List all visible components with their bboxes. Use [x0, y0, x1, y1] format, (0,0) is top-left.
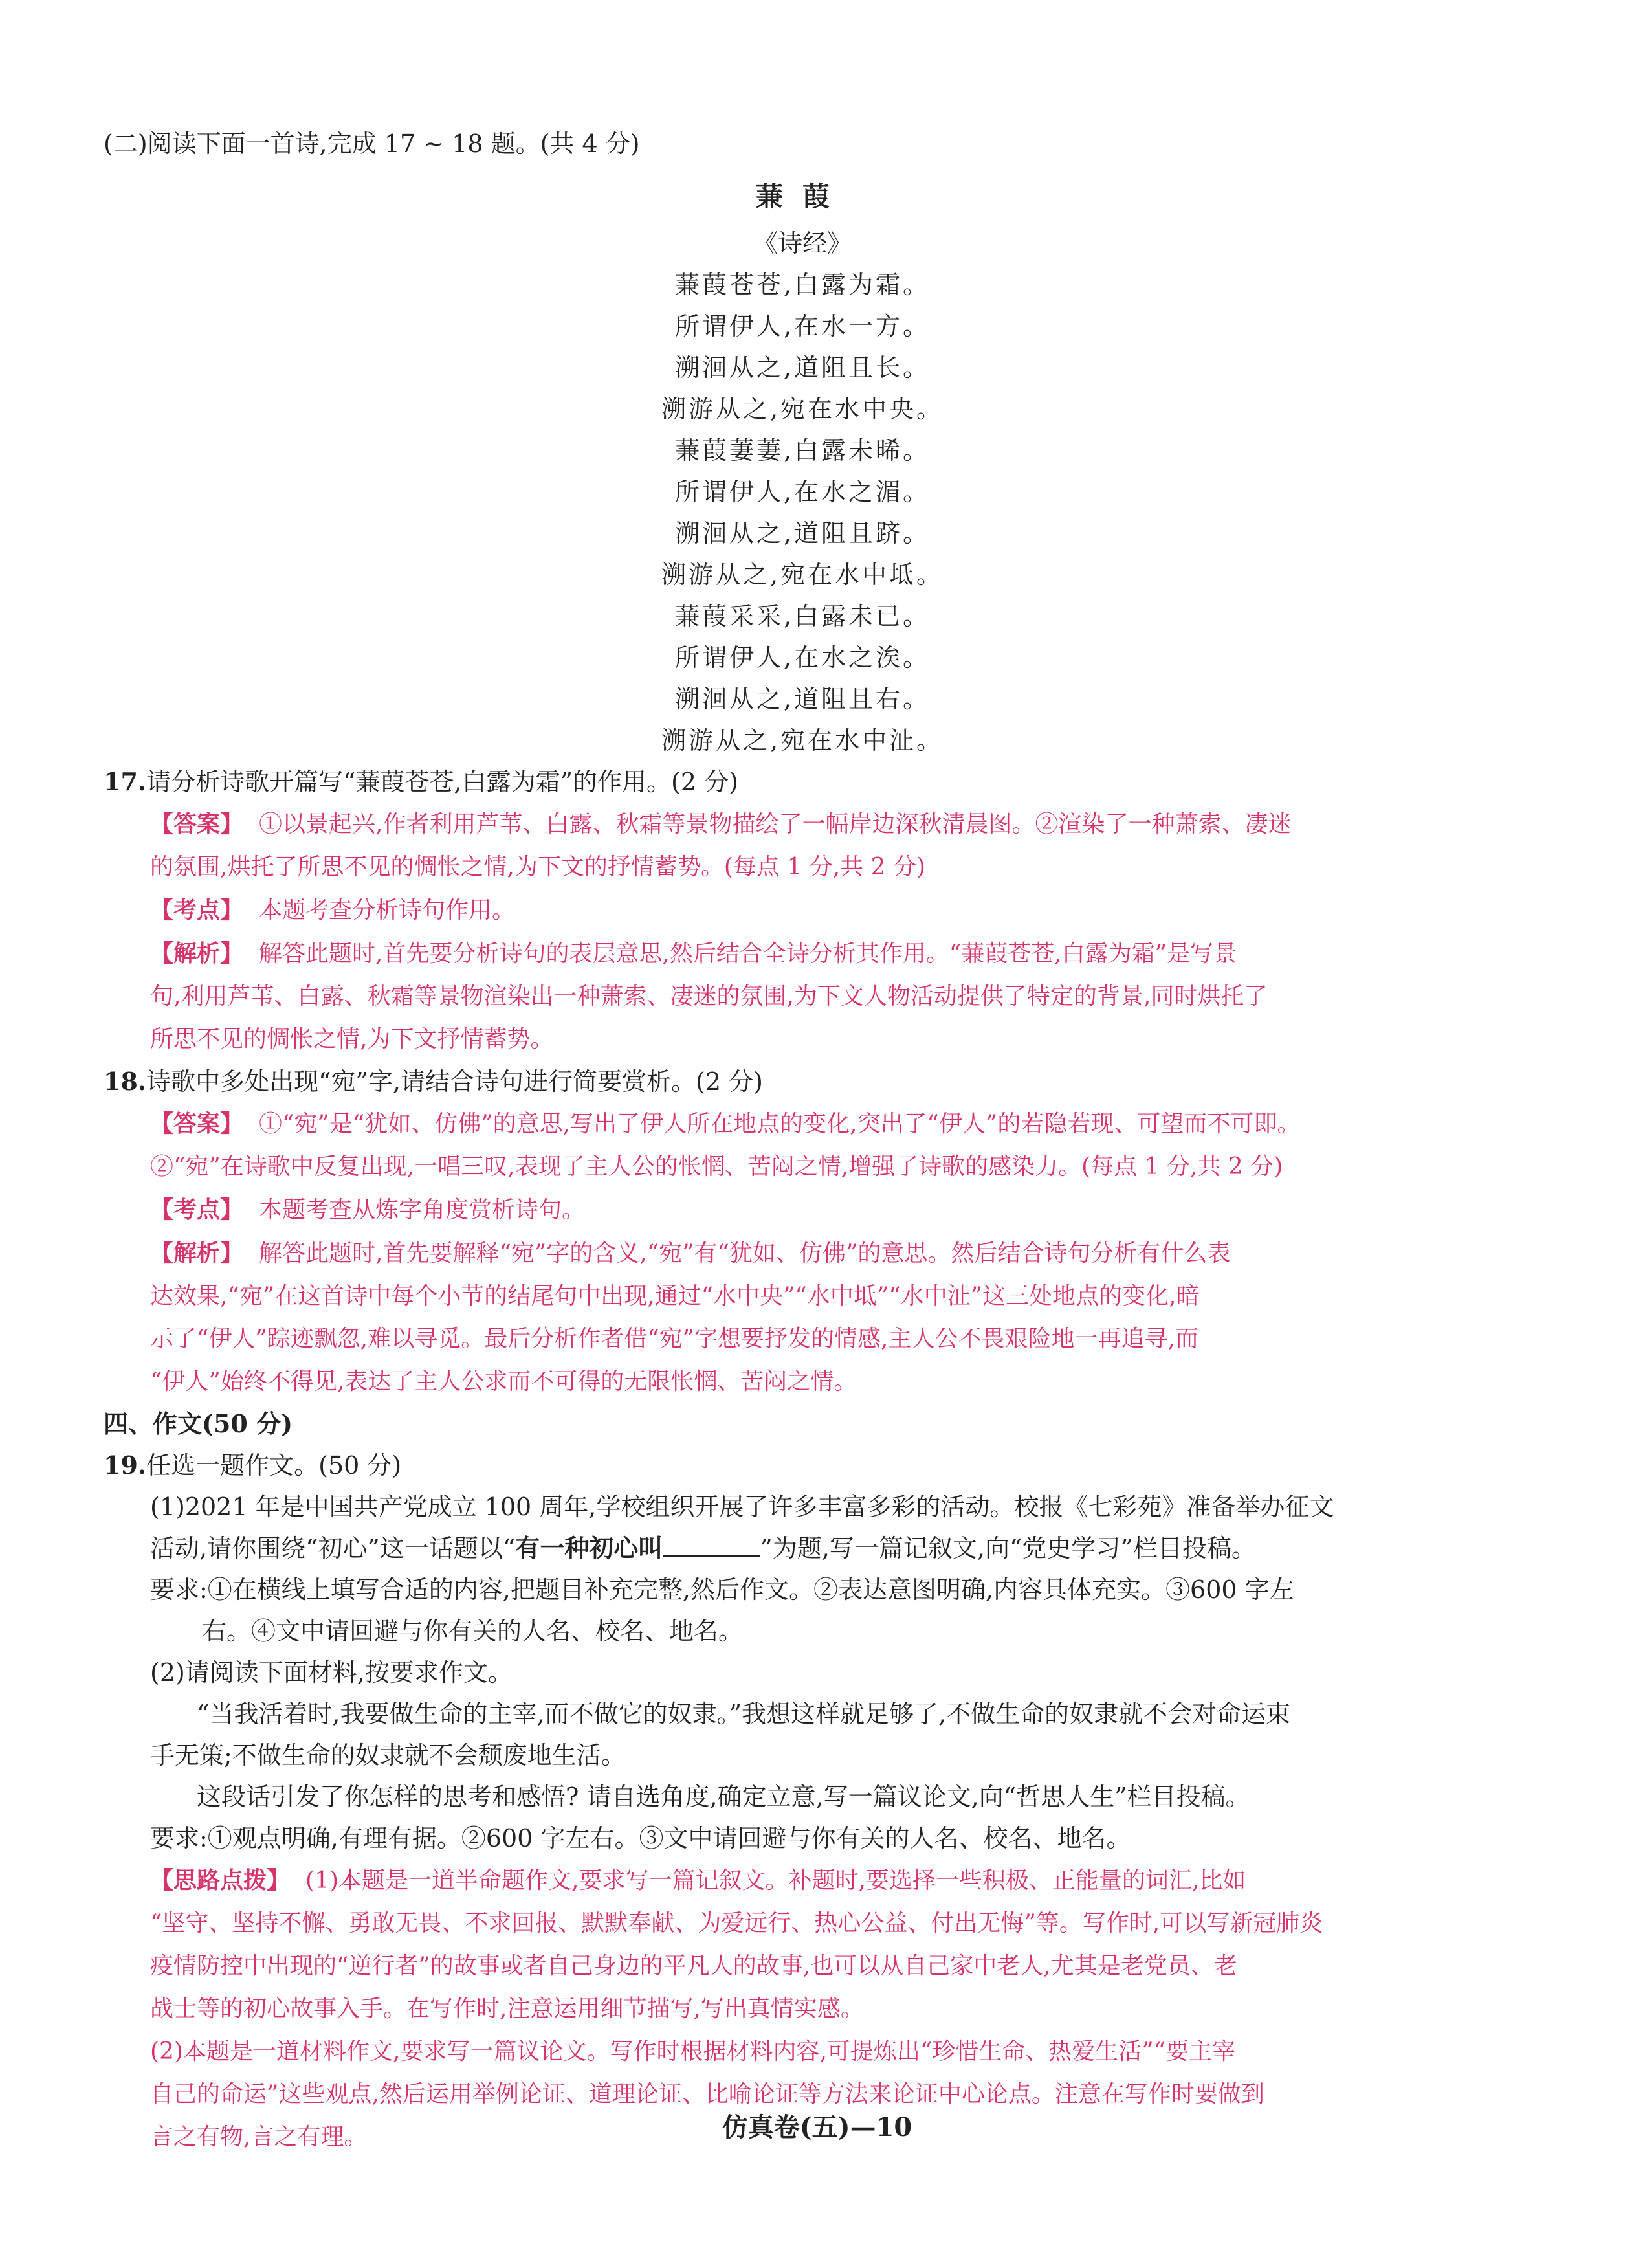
answer-tag: 【答案】 — [150, 1110, 244, 1137]
point-tag: 【考点】 — [150, 1196, 244, 1223]
section-four-heading: 四、作文(50 分) — [104, 1409, 293, 1438]
fill-blank — [663, 1535, 760, 1557]
hint-line: 战士等的初心故事入手。在写作时,注意运用细节描写,写出真情实感。 — [150, 1996, 864, 2022]
analysis-line: 解答此题时,首先要分析诗句的表层意思,然后结合全诗分析其作用。“蒹葭苍苍,白露为霜”是写景 — [259, 940, 1237, 967]
analysis-line: 示了“伊人”踪迹飘忽,难以寻觅。最后分析作者借“宛”字想要抒发的情感,主人公不畏艰险地一再追寻,而 — [150, 1326, 1198, 1352]
question-17 — [104, 761, 1501, 803]
poem-title: 蒹葭 — [755, 181, 849, 212]
q18-analysis — [104, 1232, 1501, 1403]
analysis-line: “伊人”始终不得见,表达了主人公求而不可得的无限怅惘、苦闷之情。 — [150, 1368, 857, 1395]
q18-point — [104, 1188, 1501, 1232]
poem-line: 蒹葭萋萋,白露未晞。 — [674, 436, 931, 465]
analysis-tag: 【解析】 — [150, 1240, 244, 1267]
question-number: 17. — [104, 767, 147, 796]
poem-line: 溯游从之,宛在水中央。 — [661, 395, 944, 423]
section-two-heading: (二)阅读下面一首诗,完成 17 ~ 18 题。(共 4 分) — [104, 129, 640, 158]
essay-option-1 — [104, 1486, 1501, 1652]
question-18 — [104, 1061, 1501, 1102]
poem-line: 溯游从之,宛在水中坻。 — [661, 561, 944, 589]
hint-line: “坚守、坚持不懈、勇敢无畏、不求回报、默默奉献、为爱远行、热心公益、付出无悔”等。写作时,可以写新冠肺炎 — [150, 1910, 1323, 1937]
requirement-line: 要求:①在横线上填写合适的内容,把题目补充完整,然后作文。②表达意图明确,内容具体充实。③600 字左 — [150, 1575, 1294, 1604]
poem-line: 蒹葭苍苍,白露为霜。 — [674, 271, 931, 299]
analysis-line: 所思不见的惆怅之情,为下文抒情蓄势。 — [150, 1026, 554, 1052]
hint-line: 自己的命运”这些观点,然后运用举例论证、道理论证、比喻论证等方法来论证中心论点。注意在写作时要做到 — [150, 2081, 1264, 2107]
requirement-line: 右。④文中请回避与你有关的人名、校名、地名。 — [202, 1617, 744, 1645]
hint-tag: 【思路点拨】 — [150, 1867, 291, 1894]
hint-line: (2)本题是一道材料作文,要求写一篇议论文。写作时根据材料内容,可提炼出“珍惜生命、热爱生活”“要主宰 — [150, 2038, 1236, 2065]
option-line: (1)2021 年是中国共产党成立 100 周年,学校组织开展了许多丰富多彩的活动。校报《七彩苑》准备举办征文 — [150, 1493, 1334, 1521]
poem-line: 溯洄从之,道阻且长。 — [674, 353, 931, 382]
q18-answer — [104, 1102, 1501, 1188]
q17-answer — [104, 803, 1501, 889]
point-text: 本题考查从炼字角度赏析诗句。 — [259, 1197, 586, 1223]
option-line — [150, 1528, 1501, 1569]
answer-line: ①“宛”是“犹如、仿佛”的意思,写出了伊人所在地点的变化,突出了“伊人”的若隐若现、可望而不可即。 — [259, 1111, 1301, 1137]
page-footer: 仿真卷(五)—10 — [722, 2112, 912, 2142]
analysis-line: 达效果,“宛”在这首诗中每个小节的结尾句中出现,通过“水中央”“水中坻”“水中沚”这三处地点的变化,暗 — [150, 1283, 1200, 1309]
option-text: 活动,请你围绕“初心”这一话题以“ — [150, 1534, 516, 1562]
option-text: ”为题,写一篇记叙文,向“党史学习”栏目投稿。 — [760, 1534, 1256, 1562]
option-line: (2)请阅读下面材料,按要求作文。 — [150, 1658, 513, 1687]
material-quote: 手无策;不做生命的奴隶就不会颓废地生活。 — [150, 1741, 626, 1770]
analysis-tag: 【解析】 — [150, 940, 244, 967]
question-text: 请分析诗歌开篇写“蒹葭苍苍,白露为霜”的作用。(2 分) — [146, 768, 738, 796]
question-text: 任选一题作文。(50 分) — [146, 1451, 402, 1480]
answer-line: ②“宛”在诗歌中反复出现,一唱三叹,表现了主人公的怅惘、苦闷之情,增强了诗歌的感染力。(每点 1 分,共 2 分) — [150, 1153, 1283, 1180]
point-text: 本题考查分析诗句作用。 — [259, 897, 516, 924]
q17-point — [104, 889, 1501, 932]
hint-line: (1)本题是一道半命题作文,要求写一篇记叙文。补题时,要选择一些积极、正能量的词汇,比如 — [305, 1867, 1246, 1894]
analysis-line: 句,利用芦苇、白露、秋霜等景物渲染出一种萧索、凄迷的氛围,为下文人物活动提供了特定的背景,同时烘托了 — [150, 983, 1268, 1010]
question-number: 19. — [104, 1451, 147, 1480]
exam-page — [104, 123, 1501, 2159]
option-prompt: 这段话引发了你怎样的思考和感悟? 请自选角度,确定立意,写一篇议论文,向“哲思人生”栏目投稿。 — [197, 1783, 1250, 1811]
hint-line: 疫情防控中出现的“逆行者”的故事或者自己身边的平凡人的故事,也可以从自己家中老人,尤其是老党员、老 — [150, 1953, 1237, 1979]
poem-line: 溯洄从之,道阻且跻。 — [674, 519, 931, 548]
poem-line: 所谓伊人,在水之湄。 — [674, 478, 931, 506]
hint-line: 言之有物,言之有理。 — [150, 2124, 368, 2150]
answer-line: ①以景起兴,作者利用芦苇、白露、秋霜等景物描绘了一幅岸边深秋清晨图。②渲染了一种萧索、凄迷 — [259, 811, 1292, 838]
q17-analysis — [104, 932, 1501, 1061]
requirement-line: 要求:①观点明确,有理有据。②600 字左右。③文中请回避与你有关的人名、校名、地名。 — [150, 1824, 1131, 1852]
poem-line: 所谓伊人,在水一方。 — [674, 312, 931, 340]
question-19 — [104, 1445, 1501, 1486]
poem-body — [104, 264, 1501, 761]
analysis-line: 解答此题时,首先要解释“宛”字的含义,“宛”有“犹如、仿佛”的意思。然后结合诗句分析有什么表 — [259, 1240, 1231, 1267]
essay-option-2 — [104, 1652, 1501, 1859]
question-text: 诗歌中多处出现“宛”字,请结合诗句进行简要赏析。(2 分) — [146, 1067, 763, 1096]
essay-title-prefix: 有一种初心叫 — [515, 1533, 663, 1562]
question-number: 18. — [104, 1067, 147, 1096]
poem-line: 所谓伊人,在水之涘。 — [674, 643, 931, 672]
material-quote: “当我活着时,我要做生命的主宰,而不做它的奴隶。”我想这样就足够了,不做生命的奴隶就不会对命运束 — [197, 1700, 1291, 1728]
answer-tag: 【答案】 — [150, 810, 244, 838]
poem-source: 《诗经》 — [753, 229, 852, 258]
poem-line: 蒹葭采采,白露未已。 — [674, 602, 931, 630]
point-tag: 【考点】 — [150, 896, 244, 924]
answer-line: 的氛围,烘托了所思不见的惆怅之情,为下文的抒情蓄势。(每点 1 分,共 2 分) — [150, 854, 926, 880]
poem-line: 溯游从之,宛在水中沚。 — [661, 726, 944, 755]
poem-line: 溯洄从之,道阻且右。 — [674, 685, 931, 713]
